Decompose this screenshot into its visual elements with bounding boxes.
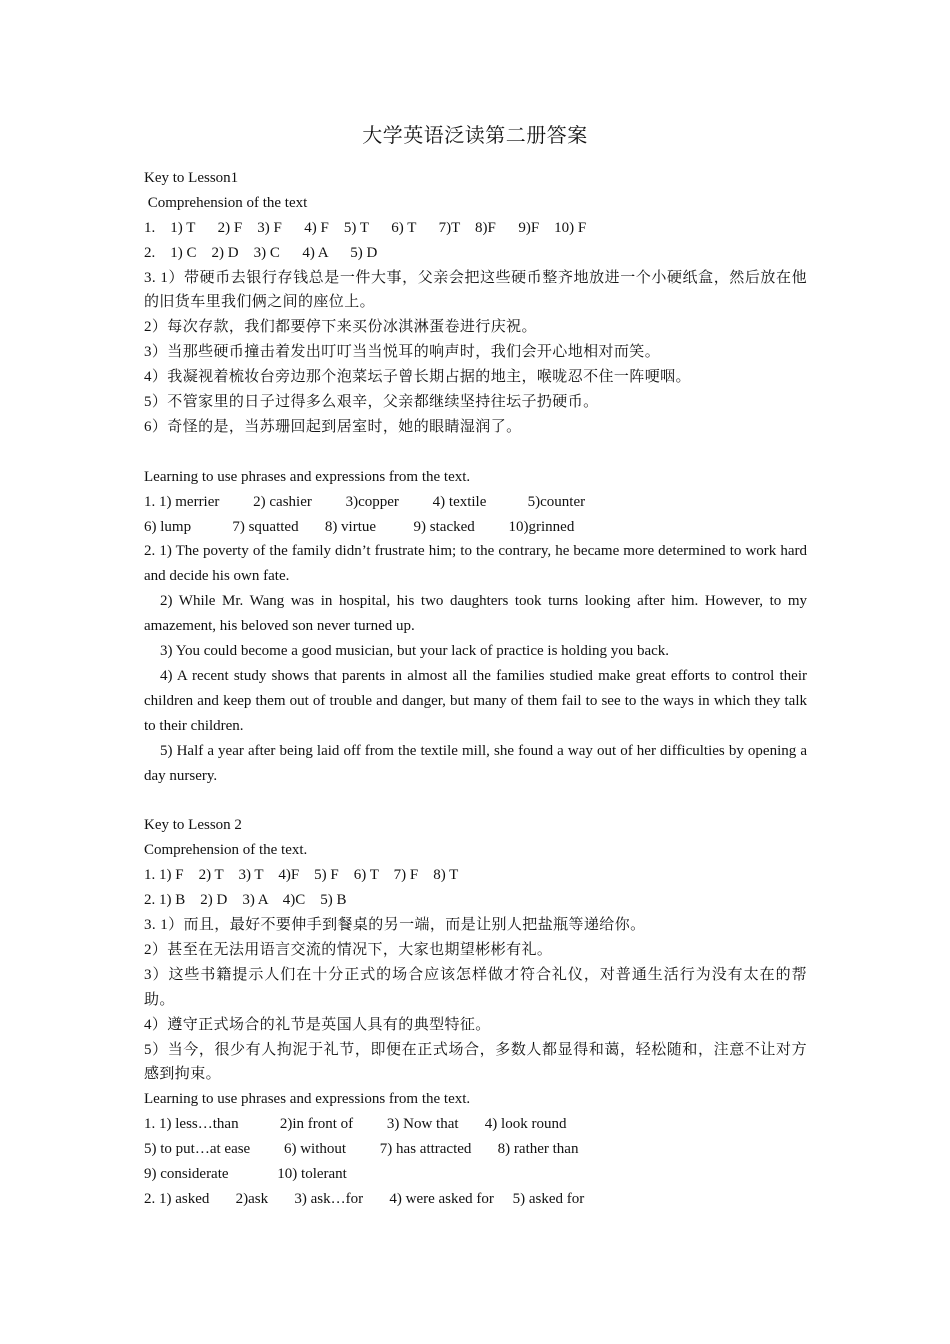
lesson2-vocab-line: 5) to put…at ease 6) without 7) has attracted 8) rather than — [144, 1141, 579, 1158]
lesson1-sentence: 3) You could become a good musician, but your lack of practice is holding you back. — [160, 643, 670, 660]
lesson1-sentence: 5) Half a year after being laid off from the textile mill, she found a way out of her difficulties by opening a day nursery. — [144, 742, 807, 784]
lesson1-sentence: 2) While Mr. Wang was in hospital, his two daughters took turns looking after him. However, to my amazement, his beloved son never turned up. — [144, 593, 807, 635]
lesson2-choice-answers: 2. 1) B 2) D 3) A 4)C 5) B — [144, 892, 347, 909]
lesson2-vocab-line: 1. 1) less…than 2)in front of 3) Now that 4) look round — [144, 1116, 567, 1133]
lesson1-tf-answers: 1. 1) T 2) F 3) F 4) F 5) T 6) T 7)T 8)F 9)F 10) F — [144, 219, 587, 236]
lesson1-translation: 3. 1）带硬币去银行存钱总是一件大事，父亲会把这些硬币整齐地放进一个小硬纸盒，然后放在他的旧货车里我们俩之间的座位上。 — [144, 269, 807, 311]
lesson2-translation: 5）当今，很少有人拘泥于礼节，即便在正式场合，多数人都显得和蔼，轻松随和，注意不让对方感到拘束。 — [144, 1041, 807, 1083]
lesson2-phrases-heading: Learning to use phrases and expressions from the text. — [144, 1091, 471, 1108]
lesson2-translation: 3. 1）而且，最好不要伸手到餐桌的另一端，而是让别人把盐瓶等递给你。 — [144, 916, 646, 933]
lesson2-comprehension-heading: Comprehension of the text. — [144, 842, 308, 859]
lesson1-sentence: 4) A recent study shows that parents in almost all the families studied make great efforts to control their children and keep them out of trouble and danger, but many of them fail to see to the ways in which they talk to their children. — [144, 668, 807, 734]
lesson1-heading: Key to Lesson1 — [144, 170, 239, 186]
lesson2-translation: 3）这些书籍提示人们在十分正式的场合应该怎样做才符合礼仪，对普通生活行为没有太在的帮助。 — [144, 966, 807, 1008]
lesson1-translation: 2）每次存款，我们都要停下来买份冰淇淋蛋卷进行庆祝。 — [144, 319, 537, 336]
spacer — [144, 789, 807, 814]
lesson1-vocab-line: 6) lump 7) squatted 8) virtue 9) stacked 10)grinned — [144, 518, 575, 535]
lesson1-comprehension-heading: Comprehension of the text — [144, 194, 308, 211]
lesson2-translation: 4）遵守正式场合的礼节是英国人具有的典型特征。 — [144, 1016, 491, 1033]
lesson1-phrases-heading: Learning to use phrases and expressions from the text. — [144, 468, 471, 485]
lesson1-translation: 3）当那些硬币撞击着发出叮叮当当悦耳的响声时，我们会开心地相对而笑。 — [144, 344, 661, 361]
lesson1-translation: 4）我凝视着梳妆台旁边那个泡菜坛子曾长期占据的地主，喉咙忍不住一阵哽咽。 — [144, 369, 691, 386]
spacer — [144, 440, 807, 465]
lesson1-sentence: 2. 1) The poverty of the family didn’t frustrate him; to the contrary, he became more determined to work hard and decide his own fate. — [144, 543, 807, 585]
lesson1-translation: 6）奇怪的是，当苏珊回起到居室时，她的眼睛湿润了。 — [144, 419, 522, 435]
lesson2-heading: Key to Lesson 2 — [144, 817, 242, 834]
lesson1-vocab-line: 1. 1) merrier 2) cashier 3)copper 4) textile 5)counter — [144, 493, 586, 510]
lesson1-translation: 5）不管家里的日子过得多么艰辛，父亲都继续坚持往坛子扔硬币。 — [144, 394, 599, 411]
answer-key-body — [144, 166, 807, 1212]
page-title: 大学英语泛读第二册答案 — [362, 125, 588, 147]
lesson2-tf-answers: 1. 1) F 2) T 3) T 4)F 5) F 6) T 7) F 8) T — [144, 867, 459, 884]
lesson1-choice-answers: 2. 1) C 2) D 3) C 4) A 5) D — [144, 244, 378, 261]
lesson2-vocab-line: 2. 1) asked 2)ask 3) ask…for 4) were asked for 5) asked for — [144, 1190, 585, 1207]
lesson2-translation: 2）甚至在无法用语言交流的情况下，大家也期望彬彬有礼。 — [144, 941, 553, 958]
lesson2-vocab-line: 9) considerate 10) tolerant — [144, 1166, 347, 1182]
